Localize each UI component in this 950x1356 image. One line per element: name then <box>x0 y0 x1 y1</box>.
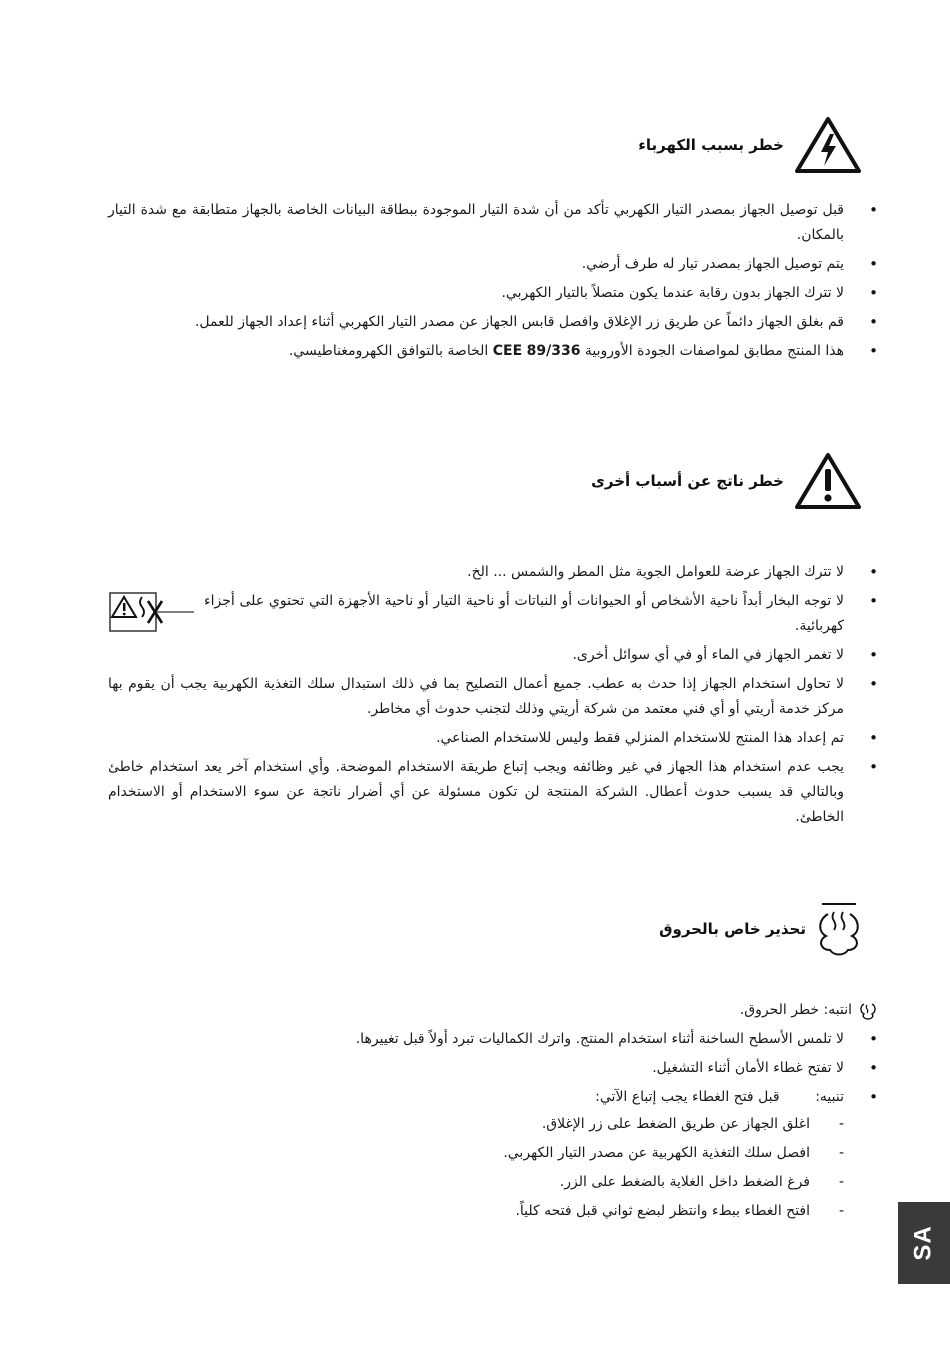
electric-hazard-triangle-icon <box>794 116 862 174</box>
burns-list <box>108 998 878 1228</box>
cee-compliance-item <box>108 339 878 364</box>
list-item: • قبل توصيل الجهاز بمصدر التيار الكهربي تأكد من أن شدة التيار الموجودة ببطاقة البيانات الخاصة بالجهاز متطابقة مع شدة التيار بالمكان. <box>108 198 878 248</box>
language-tab <box>898 1202 950 1284</box>
list-item: • لا تحاول استخدام الجهاز إذا حدث به عطب. جميع أعمال التصليح بما في ذلك استبدال سلك التغذية الكهربية يجب أن يقوم بها مركز خدمة أريتي أو أي فني معتمد من شركة أريتي وذلك لتجنب حدوث أي مخاطر. <box>108 672 878 722</box>
cee-mark: CEE <box>492 343 523 359</box>
burn-note-text: انتبه: خطر الحروق. <box>739 1002 852 1018</box>
caution-text: قبل فتح الغطاء يجب إتباع الآتي: <box>595 1089 780 1105</box>
list-item: • تم إعداد هذا المنتج للاستخدام المنزلي فقط وليس للاستخدام الصناعي. <box>108 726 878 751</box>
language-tab-label: SA <box>910 1225 937 1261</box>
burn-note <box>108 998 878 1023</box>
caution-steps <box>108 1112 844 1224</box>
list-item: • يجب عدم استخدام هذا الجهاز في غير وظائفه ويجب إتباع طريقة الاستخدام الموضحة. وأي استخدام آخر يعد استخدام خاطئ وبالتالي قد يسبب حدوث أعطال. الشركة المنتجة لن تكون مسئولة عن أي أضرار ناتجة عن سوء الاستخدام أو الاستخدام الخاطئ. <box>108 755 878 830</box>
list-item-text: لا توجه البخار أبداً ناحية الأشخاص أو الحيوانات أو النباتات أو ناحية التيار أو ناحية الأجهزة التي تحتوي على أجزاء كهربائية. <box>204 593 844 634</box>
directive-code: 89/336 <box>526 343 581 359</box>
cee-text-before: هذا المنتج مطابق لمواصفات الجودة الأوروبية <box>584 343 844 359</box>
list-item: • قم بغلق الجهاز دائماً عن طريق زر الإغلاق وافصل قابس الجهاز عن مصدر التيار الكهربي أثناء إعداد الجهاز للعمل. <box>108 310 878 335</box>
electric-hazard-list <box>108 198 878 368</box>
hot-surface-warning-icon <box>816 900 862 958</box>
caution-step: - فرغ الضغط داخل الغلاية بالضغط على الزر. <box>108 1170 844 1195</box>
caution-label: تنبيه: <box>815 1089 844 1105</box>
caution-step: - افتح الغطاء ببطء وانتظر لبضع ثواني قبل فتحه كلياً. <box>108 1199 844 1224</box>
list-item: • لا تترك الجهاز عرضة للعوامل الجوية مثل المطر والشمس ... الخ. <box>108 560 878 585</box>
burns-heading <box>659 900 862 958</box>
list-item <box>108 589 878 639</box>
list-item: • يتم توصيل الجهاز بمصدر تيار له طرف أرضي. <box>108 252 878 277</box>
other-hazard-list <box>108 560 878 834</box>
no-steam-at-electrical-icon <box>108 589 196 635</box>
cee-text-after: الخاصة بالتوافق الكهرومغناطيسي. <box>288 343 489 359</box>
other-hazard-title: خطر ناتج عن أسباب أخرى <box>591 472 784 490</box>
caution-step: - افصل سلك التغذية الكهربية عن مصدر التيار الكهربي. <box>108 1141 844 1166</box>
list-item: • لا تترك الجهاز بدون رقابة عندما يكون متصلاً بالتيار الكهربي. <box>108 281 878 306</box>
warning-exclamation-triangle-icon <box>794 452 862 510</box>
list-item: • لا تغمر الجهاز في الماء أو في أي سوائل أخرى. <box>108 643 878 668</box>
hot-hand-icon <box>858 1000 878 1020</box>
electric-hazard-title: خطر بسبب الكهرباء <box>638 136 784 154</box>
list-item: • لا تلمس الأسطح الساخنة أثناء استخدام المنتج. واترك الكماليات تبرد أولاً قبل تغييرها. <box>108 1027 878 1052</box>
burns-title: تحذير خاص بالحروق <box>659 920 806 938</box>
caution-step: - اغلق الجهاز عن طريق الضغط على زر الإغلاق. <box>108 1112 844 1137</box>
electric-hazard-heading <box>638 116 862 174</box>
list-item: • لا تفتح غطاء الأمان أثناء التشغيل. <box>108 1056 878 1081</box>
other-hazard-heading <box>591 452 862 510</box>
caution-item <box>108 1085 878 1224</box>
